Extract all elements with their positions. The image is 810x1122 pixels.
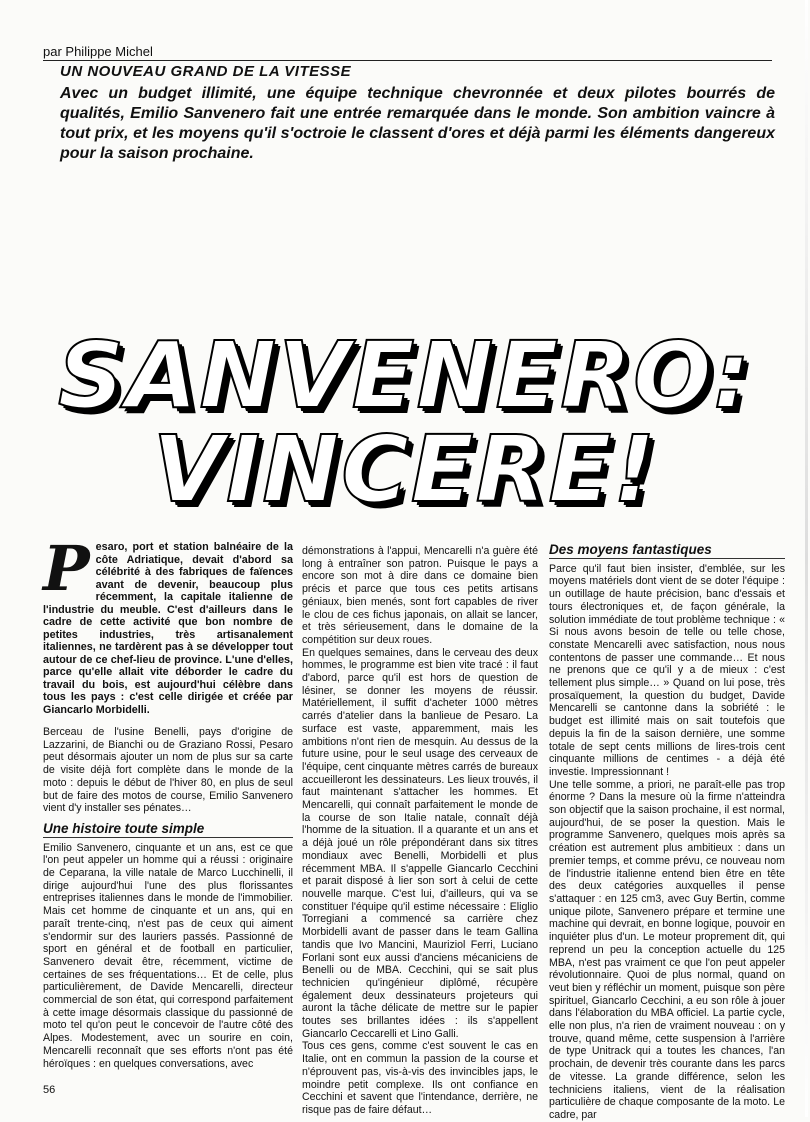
kicker: UN NOUVEAU GRAND DE LA VITESSE xyxy=(60,63,352,80)
body-paragraph: Parce qu'il faut bien insister, d'emblée, sur les moyens matériels dont vient de se doter l'équipe : un outillage de haute précision, banc d'essais et tours électroniques et, de façon générale, la solution immédiate de tout problème technique : « Si nous avons besoin de telle ou telle chose, constate Mencarelli avec satisfaction, nous nous contentons de passer une commande… Et nous ne prenons que ce qu'il y a de mieux : c'est tellement plus simple… » Quand on lui pose, très prosaïquement, la question du budget, Davide Mencarelli se cantonne dans la sobriété : le budget est illimité mais on sait toutefois que depuis la fin de la saison dernière, une somme totale de sept cents millions de lires-trois cent cinquante millions de centimes - a déjà été investie. Impressionnant ! xyxy=(549,562,785,778)
page-edge xyxy=(805,0,808,1117)
drop-cap: P xyxy=(43,532,90,605)
body-paragraph: démonstrations à l'appui, Mencarelli n'a guère été long à entraîner son patron. Puisque le pays a encore son mot à dire dans ce domaine bien précis et parce que tous ces petits artisans géniaux, bien menés, sont fort capables de river le clou de ces fichus japonais, on allait se lancer, et très sérieusement, dans le domaine de la compétition sur deux roues. xyxy=(302,545,538,646)
body-paragraph: Berceau de l'usine Benelli, pays d'origine de Lazzarini, de Bianchi ou de Graziano Rossi, Pesaro peut désormais ajouter un nom de plus sur sa carte de visite déjà fort complète dans le monde de la moto : depuis le début de l'hiver 80, en plus de seul but de faire des motos de course, Emilio Sanvenero vient d'y installer ses pénates… xyxy=(43,726,293,815)
intro-paragraph: esaro, port et station balnéaire de la côte Adriatique, devait d'abord sa célébrité à des fabriques de faïences avant de devenir, beaucoup plus récemment, la capitale italienne de l'industrie du meuble. C'est d'ailleurs dans le cadre de cette activité que bon nombre de petites industries, très artisanalement italiennes, ne tardèrent pas à se développer tout autour de ce chef-lieu de province. L'une d'elles, parce qu'elle allait vite déborder le cadre du travail du bois, est aujourd'hui célèbre dans tous les pays : c'est celle dirigée et créée par Giancarlo Morbidelli. xyxy=(43,541,293,716)
header-rule xyxy=(43,60,772,61)
column-1 xyxy=(43,532,293,1070)
body-paragraph: Tous ces gens, comme c'est souvent le cas en Italie, ont en commun la passion de la course et n'éprouvent pas, vis-à-vis des invincibles japs, le moindre petit complexe. Ils ont confiance en Cecchini et savent que l'intendance, derrière, ne risque pas de faire défaut… xyxy=(302,1040,538,1116)
byline: par Philippe Michel xyxy=(43,44,153,59)
body-paragraph: Emilio Sanvenero, cinquante et un ans, est ce que l'on peut appeler un homme qui a réussi : originaire de Ceparana, la ville natale de Marco Lucchinelli, il dirige aujourd'hui l'une des plus florissantes entreprises italiennes dans le monde de l'immobilier. Mais cet homme de cinquante et un ans, qui en paraît trente-cinq, n'est pas de ceux qui aiment s'endormir sur des lauriers passés. Passionné de sport en général et de football en particulier, Sanvenero devait être, récemment, victime de certaines de ses fréquentations… Et de celle, plus particulièrement, de Davide Mencarelli, directeur commercial de son état, qui correspond parfaitement à cette image désormais classique du passionné de moto tel qu'on peut le concevoir de l'autre côté des Alpes. Modestement, avec un sourire en coin, Mencarelli reconnaît que ses efforts n'ont pas été héroïques : en quelques conversations, avec xyxy=(43,841,293,1070)
subheading: Une histoire toute simple xyxy=(43,823,293,838)
headline-line-2: VINCERE! xyxy=(152,416,658,523)
headline-line-1: SANVENERO: xyxy=(57,322,753,429)
column-3 xyxy=(549,544,785,1122)
body-paragraph: Une telle somme, a priori, ne paraît-elle pas trop énorme ? Dans la mesure où la firme n'atteindra son objectif que la saison prochaine, il est normal, aujourd'hui, de se poser la question. Mais le programme Sanvenero, quelques mois après sa création est autrement plus ambitieux : dans un premier temps, et comme prévu, ce nouveau nom de l'industrie italienne entend bien être en tête des deux catégories auxquelles il pense s'attaquer : en 125 cm3, avec Guy Bertin, comme unique pilote, Sanvenero prépare et termine une machine qui devrait, en bonne logique, pouvoir en inquiéter plus d'un. Le moteur proprement dit, qui reprend un peu la conception actuelle du 125 MBA, n'est pas vraiment ce que l'on peut appeler révolutionnaire. Quoi de plus normal, quand on veut bien y réfléchir un moment, puisque son père spirituel, Giancarlo Cecchini, a eu son rôle à jouer dans l'élaboration du MBA officiel. La partie cycle, elle non plus, n'a rien de vraiment nouveau : on y trouve, quand même, cette suspension à l'arrière de type Unitrack qui a toutes les chances, l'an prochain, de devenir très courante dans les parcs de vitesse. La grande différence, selon les techniciens italiens, vient de la réalisation particulière de chaque composante de la moto. Le cadre, par xyxy=(549,778,785,1121)
column-2 xyxy=(302,545,538,1117)
page-number: 56 xyxy=(43,1084,56,1096)
body-paragraph: En quelques semaines, dans le cerveau des deux hommes, le programme est bien vite tracé : il faut d'abord, parce qu'il est hors de question de lésiner, se donner les moyens de réussir. Matériellement, il suffit d'acheter 1000 mètres carrés d'atelier dans la banlieue de Pesaro. La surface est vaste, apparemment, mais les ambitions n'ont rien de mesquin. Au dessus de la future usine, pour le seul usage des cerveaux de l'équipe, cent cinquante mètres carrés de bureaux accueilleront les dessinateurs. Les lieux trouvés, il faut maintenant s'attacher les hommes. Et Mencarelli, qui connaît parfaitement le monde de la course de son Italie natale, connaît déjà l'homme de la situation. Il a quarante et un ans et a déjà joué un rôle prépondérant dans six titres mondiaux avec Benelli, Morbidelli et plus récemment MBA. Il s'appelle Giancarlo Cecchini et parait disposé à lier son sort à celui de cette nouvelle marque. C'est lui, d'ailleurs, qui va se constituer l'équipe qu'il estime nécessaire : Eliglio Torregiani a commencé sa carrière chez Morbidelli avant de passer dans le team Gallina tandis que Ivo Mancini, Mauriziol Ferri, Luciano Forlani sont eux aussi d'anciens mécaniciens de Benelli ou de MBA. Cecchini, qui se sait plus technicien qu'ingénieur diplômé, récupère également deux dessinateurs projeteurs qui auront la tâche délicate de mettre sur le papier toutes ses brillantes idées : ils s'appellent Giancarlo Ceccarelli et Lino Galli. xyxy=(302,646,538,1040)
lead-paragraph: Avec un budget illimité, une équipe technique chevronnée et deux pilotes bourrés de qualités, Emilio Sanvenero fait une entrée remarquée dans le monde. Son ambition vaincre à tout prix, et les moyens qu'il s'octroie le classent d'ores et déjà parmi les éléments dangereux pour la saison prochaine. xyxy=(60,85,775,162)
subheading: Des moyens fantastiques xyxy=(549,544,785,559)
